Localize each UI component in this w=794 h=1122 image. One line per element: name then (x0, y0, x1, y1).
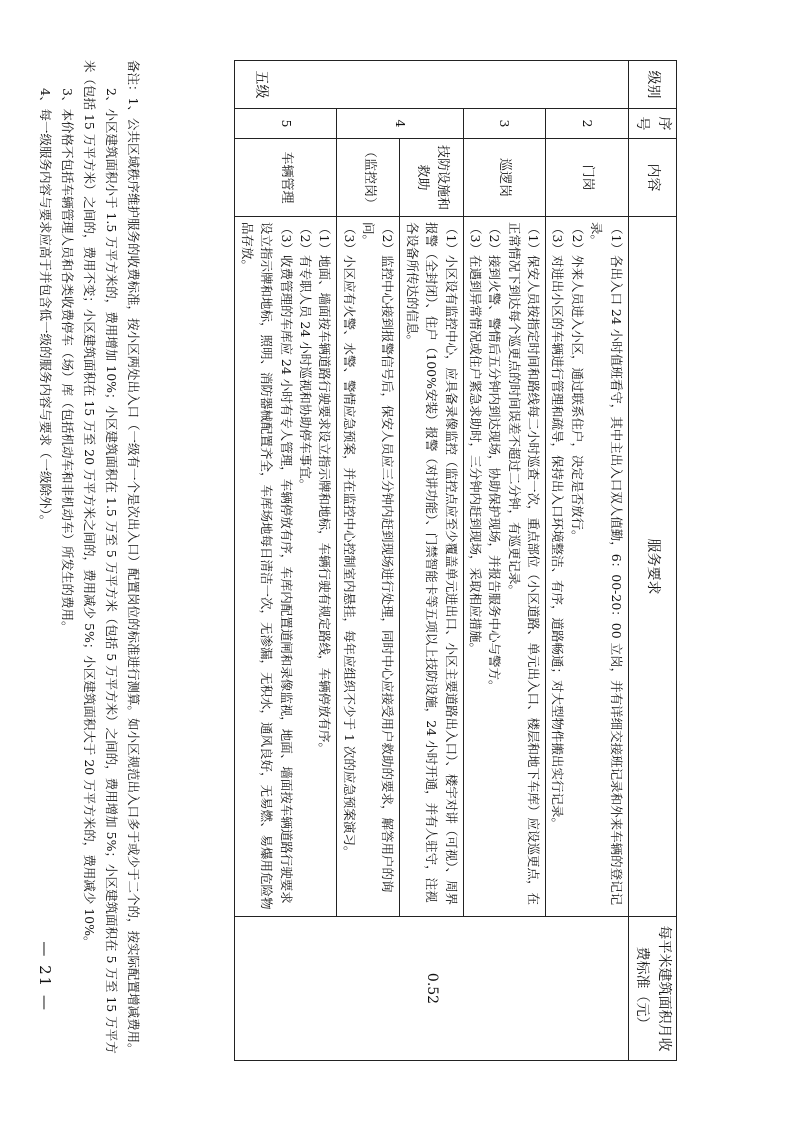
seq-cell: 3 (463, 109, 546, 139)
seq-cell: 2 (546, 109, 629, 139)
requirement-cell (235, 217, 337, 917)
note-item: 4、每一级服务内容与要求应高于并包含低一级的服务内容与要求（一级除外）。 (38, 88, 54, 528)
content-cell: 车辆管理 (235, 139, 337, 217)
note-lead: 备注：1、公共区域秩序维护服务的收费标准，按小区两处出入口（一级有一个是次出入口）配置岗位的标准进行测算。如小区规范出入口多于或少于二个的，按实际配置增减费用。 (126, 60, 141, 1056)
requirement-cell (400, 217, 463, 917)
requirement-item: （1）地面、墙面按车辆道路行驶要求设立指示牌和地标，车辆行驶有规定路线，车辆停放有序。 (317, 222, 333, 755)
table-header-row (628, 61, 676, 1061)
requirement-cell (546, 217, 629, 917)
content-cell: 技防设施和救助 (400, 139, 463, 217)
table-row (337, 61, 400, 1061)
content-cell: 巡逻岗 (463, 139, 546, 217)
requirement-cell (337, 217, 400, 917)
seq-cell: 5 (235, 109, 337, 139)
requirement-item: （3）对进出小区的车辆进行管理和疏导，保持出入口环境整洁、有序，道路畅通；对大型物件搬出实行记录。 (550, 222, 566, 830)
table-row (546, 61, 629, 1061)
requirement-item: （3）在遇到异常情况或住户紧急求助时，三分钟内赶到现场，采取相应措施。 (468, 222, 483, 655)
table-row (400, 61, 463, 1061)
content-cell: （监控岗） (337, 139, 400, 217)
requirement-item: （1）各出入口 24 小时值班看守，其中主出入口双人值勤，6：00-20：00 立岗，并有详细交接班记录和外来车辆的登记记录。 (589, 222, 624, 906)
level-cell (235, 61, 628, 109)
requirement-item: （2）外来人员进入小区，通过联系住户，决定是否放行。 (569, 222, 585, 543)
table-row (463, 61, 546, 1061)
requirement-item: （2）有专职人员 24 小时巡视和协助停车事宜。 (298, 222, 313, 492)
requirement-item: （3）小区应有火警、水警、警情应急预案，并在监控中心控制室内悬挂，每年应组织不少于 1 次的应急预案演习。 (341, 222, 357, 859)
header-seq: 序号 (628, 109, 676, 139)
table-row (235, 61, 337, 1061)
page-number: — 21 — (36, 941, 54, 1012)
header-level: 级别 (628, 61, 676, 109)
requirement-cell (463, 217, 546, 917)
requirement-item: （1）保安人员按指定时间和路线每二小时巡查一次，重点部位（小区道路、单元出入口、楼层和地下车库）应设巡更点，在正常情况下到达每个巡更点的时间误差不超过二分钟，有巡更记录。 (506, 222, 542, 905)
standard-cell (235, 917, 628, 1061)
requirement-item: （3）收费管理的车库应 24 小时有专人管理，车辆停放有序，车库内配置道闸和录像监视，地面、墙面按车辆道路行驶要求设立指示牌和地标，照明、消防器械配置齐全，车库场地每日清洁一次，无渗漏，无积水，通风良好，无易燃、易爆用危险物品存放。 (239, 222, 294, 910)
content-cell: 门岗 (546, 139, 629, 217)
level-name: 五级 (253, 70, 270, 99)
service-standard-table (235, 60, 678, 1061)
requirement-item: （2）接到火警、警情后五分钟内到达现场，协助保护现场，并报告服务中心与警方。 (487, 222, 503, 693)
note-item: 2、小区建筑面积小于 1.5 万平方米的，费用增加 10%；小区建筑面积在 1.5 万至 5 万平方米（包括 5 万平方米）之间的，费用增加 5%；小区建筑面积在 5 万至 15 万平方米（包括 15 万平方米）之间的，费用不变；小区建筑面积在 15 万至 20 万平方米之间的，费用减少 5%；小区建筑面积大于 20 万平方米的，费用减少 10%。 (82, 60, 120, 1054)
requirement-item: （1）小区设有监控中心，应具备录像监控（监控点应至少覆盖单元进出口、小区主要道路出入口）、楼宇对讲（可视）、周界报警（全封闭）、住户（100%安装）报警（对讲功能）、门禁智能卡等五项以上技防设施，24 小时开通，并有人驻守，注视各设备所传达的信息。 (404, 222, 459, 905)
header-content: 内容 (628, 139, 676, 217)
header-standard: 每平米建筑面积月收费标准（元） (628, 917, 676, 1061)
standard-value: 0.52 (424, 972, 441, 1005)
header-requirement: 服务要求 (628, 217, 676, 917)
note-item: 3、本价格不包括车辆管理人员和各类收费停车（场）库（包括机动车和非机动车）所发生的费用。 (60, 88, 76, 634)
requirement-item: （2）监控中心接到报警信号后，保安人员应三分钟内赶到现场进行处理，同时中心应接受用户救助的要求，解答用户的询问。 (361, 222, 396, 893)
seq-cell: 4 (337, 109, 463, 139)
